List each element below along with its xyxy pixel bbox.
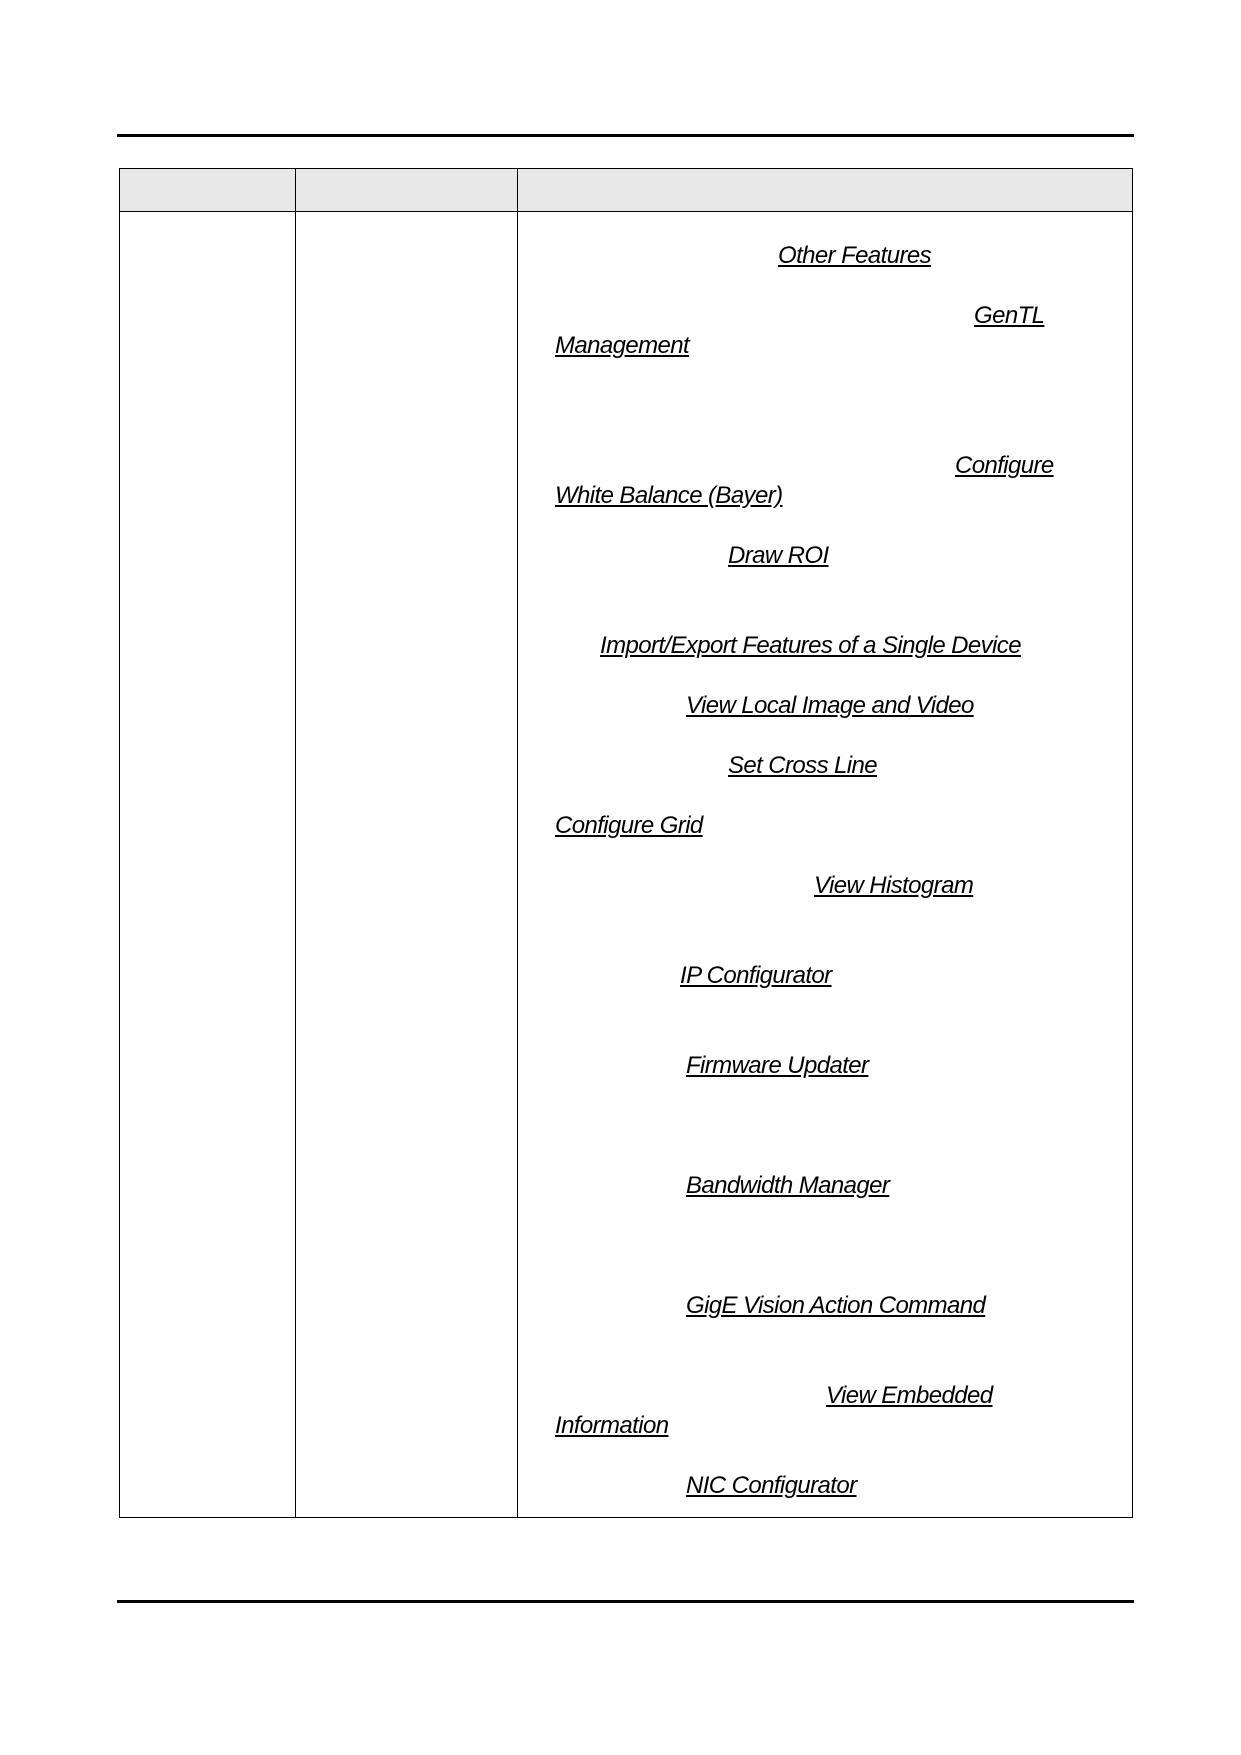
body-cell-1	[120, 212, 296, 1518]
link-gige-vision-action-command[interactable]: GigE Vision Action Command	[686, 1292, 986, 1319]
link-view-histogram[interactable]: View Histogram	[814, 872, 974, 899]
link-firmware-updater[interactable]: Firmware Updater	[686, 1052, 869, 1079]
header-rule	[117, 134, 1134, 137]
link-draw-roi[interactable]: Draw ROI	[728, 542, 829, 569]
link-view-local-image-video[interactable]: View Local Image and Video	[686, 692, 974, 719]
link-view-embedded-information-line1[interactable]: View Embedded	[826, 1382, 993, 1409]
body-cell-3	[518, 212, 1133, 1518]
link-nic-configurator[interactable]: NIC Configurator	[686, 1472, 857, 1499]
header-cell-3	[518, 169, 1133, 212]
table-header-row	[120, 169, 1133, 212]
link-white-balance-line2[interactable]: White Balance (Bayer)	[555, 482, 783, 509]
footer-rule	[117, 1600, 1134, 1603]
body-cell-2	[296, 212, 518, 1518]
link-set-cross-line[interactable]: Set Cross Line	[728, 752, 878, 779]
link-white-balance-line1[interactable]: Configure	[955, 452, 1054, 479]
header-cell-1	[120, 169, 296, 212]
link-bandwidth-manager[interactable]: Bandwidth Manager	[686, 1172, 890, 1199]
link-other-features[interactable]: Other Features	[778, 242, 932, 269]
link-configure-grid[interactable]: Configure Grid	[555, 812, 703, 839]
header-cell-2	[296, 169, 518, 212]
link-gentl-management-line1[interactable]: GenTL	[974, 302, 1045, 329]
link-view-embedded-information-line2[interactable]: Information	[555, 1412, 669, 1439]
link-gentl-management-line2[interactable]: Management	[555, 332, 690, 359]
link-ip-configurator[interactable]: IP Configurator	[680, 962, 832, 989]
link-import-export-features[interactable]: Import/Export Features of a Single Device	[600, 632, 1021, 659]
table-row	[120, 212, 1133, 1518]
feature-table	[119, 168, 1133, 1518]
links-column	[518, 212, 1132, 1517]
